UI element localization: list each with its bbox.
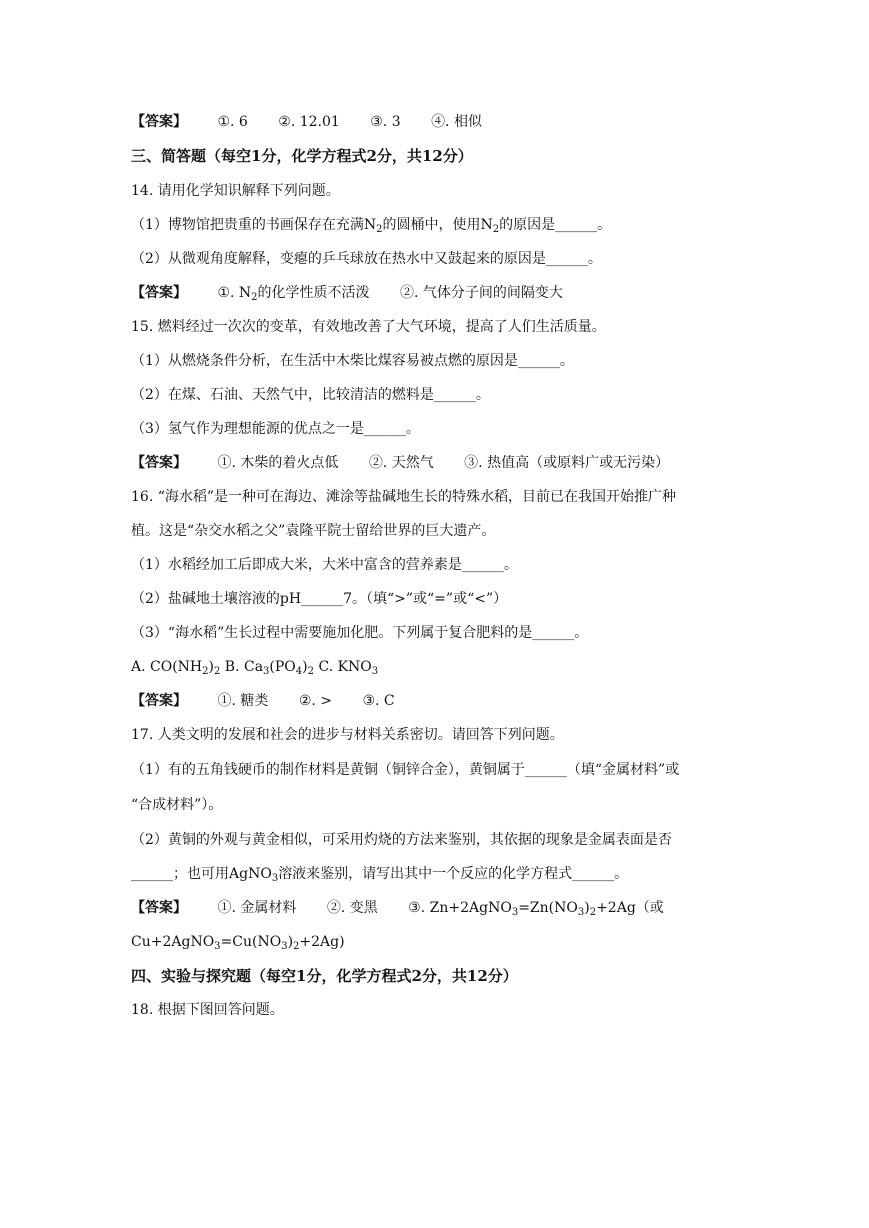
- q16-stem-1: 16. “海水稻”是一种可在海边、滩涂等盐碱地生长的特殊水稻，目前已在我国开始推广种: [131, 489, 677, 505]
- answer-16: 【答案】 ①. 糖类 ②. > ③. C: [131, 693, 395, 709]
- q15-part-1: （1）从燃烧条件分析，在生活中木柴比煤容易被点燃的原因是______。: [131, 353, 574, 369]
- q17-part-1a: （1）有的五角钱硬币的制作材料是黄铜（铜锌合金），黄铜属于______（填“金属材料”或: [131, 762, 680, 778]
- q17-part-1b: “合成材料”）。: [131, 797, 223, 813]
- answer-13-4: ④. 相似: [431, 114, 482, 130]
- answer-label: 【答案】: [131, 114, 187, 130]
- answer-label: 【答案】: [131, 455, 187, 471]
- answer-17: 【答案】 ①. 金属材料 ②. 变黑 ③. $Zn+2AgNO_3=Zn(NO_3)_2+2Ag$（或: [131, 900, 664, 918]
- answer-17-cont: $Cu+2AgNO_3=Cu(NO_3)_2+2Ag$): [131, 934, 345, 952]
- q18-stem: 18. 根据下图回答问题。: [131, 1002, 284, 1018]
- answer-13-1: ①. 6: [217, 114, 248, 130]
- q14-stem: 14. 请用化学知识解释下列问题。: [131, 183, 340, 199]
- q17-part-2b: ______；也可用AgNO$_3$溶液来鉴别，请写出其中一个反应的化学方程式______。: [131, 866, 629, 884]
- q16-stem-2: 植。这是“杂交水稻之父”袁隆平院士留给世界的巨大遗产。: [131, 523, 496, 539]
- q17-stem: 17. 人类文明的发展和社会的进步与材料关系密切。请回答下列问题。: [131, 727, 564, 743]
- answer-label: 【答案】: [131, 285, 187, 301]
- q15-part-2: （2）在煤、石油、天然气中，比较清洁的燃料是______。: [131, 387, 490, 403]
- q16-part-2: （2）盐碱地土壤溶液的pH______7。（填“>”或“=”或“<”）: [131, 591, 508, 607]
- answer-label: 【答案】: [131, 693, 187, 709]
- answer-15: 【答案】 ①. 木柴的着火点低 ②. 天然气 ③. 热值高（或原料广或无污染）: [131, 455, 670, 471]
- q15-stem: 15. 燃料经过一次次的变革，有效地改善了大气环境，提高了人们生活质量。: [131, 319, 606, 335]
- answer-13-2: ②. 12.01: [278, 114, 340, 130]
- q17-part-2a: （2）黄铜的外观与黄金相似，可采用灼烧的方法来鉴别，其依据的现象是金属表面是否: [131, 832, 672, 848]
- answer-13-3: ③. 3: [370, 114, 401, 130]
- q14-part-1: （1）博物馆把贵重的书画保存在充满$N_2$的圆桶中，使用$N_2$的原因是______。: [131, 217, 612, 235]
- q15-part-3: （3）氢气作为理想能源的优点之一是______。: [131, 421, 420, 437]
- answer-13: [131, 112, 482, 132]
- q16-part-3: （3）“海水稻”生长过程中需要施加化肥。下列属于复合肥料的是______。: [131, 625, 589, 641]
- section-3-title: 三、简答题（每空1分，化学方程式2分，共12分）: [131, 147, 473, 165]
- section-4-title: 四、实验与探究题（每空1分，化学方程式2分，共12分）: [131, 967, 518, 985]
- q16-options: A. $CO(NH_2)_2$ B. $Ca_3(PO_4)_2$ C. $KNO_3$: [131, 659, 379, 677]
- q14-part-2: （2）从微观角度解释，变瘪的乒乓球放在热水中又鼓起来的原因是______。: [131, 251, 602, 267]
- answer-14: 【答案】 ①. $N_2$的化学性质不活泼 ②. 气体分子间的间隔变大: [131, 285, 563, 303]
- q16-part-1: （1）水稻经加工后即成大米，大米中富含的营养素是______。: [131, 557, 518, 573]
- answer-label: 【答案】: [131, 900, 187, 916]
